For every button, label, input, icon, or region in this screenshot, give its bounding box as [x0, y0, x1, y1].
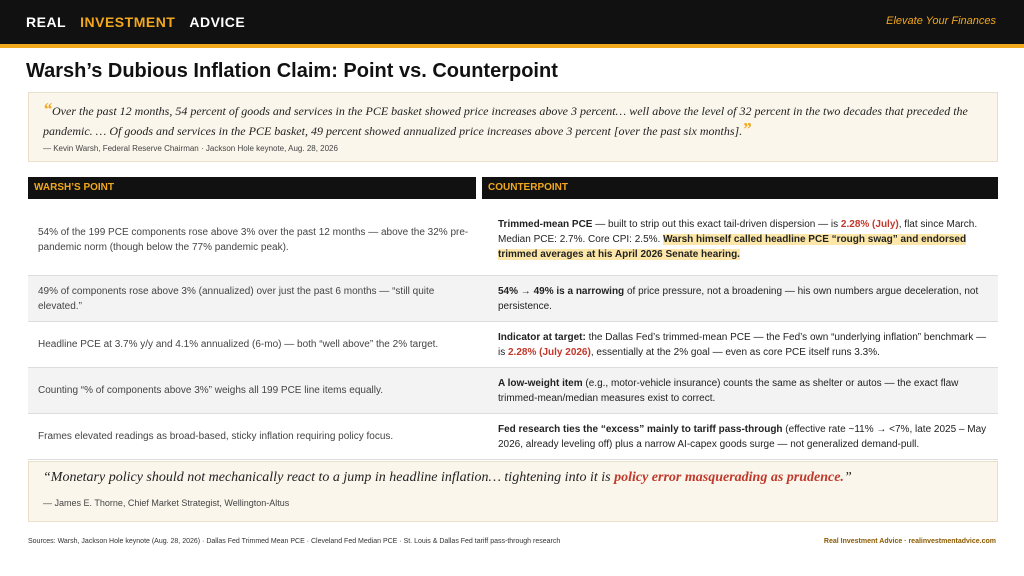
- counterpoint-cell: [498, 368, 990, 413]
- point-cell: Frames elevated readings as broad-based, sticky inflation requiring policy focus.: [38, 431, 394, 442]
- counterpoint-text: the Dallas Fed’s trimmed-mean PCE — the Fed’s own “underlying inflation” benchmark — is: [498, 331, 987, 358]
- counterpoint-lead: Fed research ties the “excess” mainly to tariff pass-through: [498, 423, 783, 435]
- counterpoint-text: — built to strip out this exact tail-driven dispersion — is: [592, 219, 841, 230]
- point-cell: Headline PCE at 3.7% y/y and 4.1% annualized (6-mo) — both “well above” the 2% target.: [38, 339, 439, 350]
- thorne-quote-attribution: — James E. Thorne, Chief Market Strategist, Wellington-Altus: [43, 498, 290, 508]
- column-header-counterpoint: COUNTERPOINT: [482, 177, 998, 199]
- close-quote-mark: ”: [742, 119, 752, 139]
- warsh-quote: [43, 101, 983, 141]
- counterpoint-text: (effective rate ~11% → <7%, late 2025 – May 2026, already leveling off) plus a narrow AI-capex goods surge — not generalized demand-pull.: [498, 423, 987, 450]
- counterpoint-cell: [498, 322, 990, 367]
- counterpoint-figure: 2.28% (July 2026): [508, 346, 591, 358]
- warsh-quote-box: [28, 92, 998, 162]
- comparison-table: [28, 204, 998, 460]
- counterpoint-lead: 54% → 49% is a narrowing: [498, 285, 625, 297]
- footer-brand-link[interactable]: Real Investment Advice · realinvestmentadvice.com: [823, 538, 996, 545]
- brand-word-3: ADVICE: [189, 14, 246, 30]
- counterpoint-lead: Trimmed-mean PCE: [498, 219, 593, 230]
- open-quote-mark: “: [43, 99, 52, 119]
- table-row: [28, 322, 998, 368]
- column-header-point: WARSH’S POINT: [28, 177, 476, 199]
- thorne-quote-emphasis: policy error masquerading as prudence.: [614, 470, 844, 485]
- table-row: [28, 276, 998, 322]
- point-cell: 49% of components rose above 3% (annualized) over just the past 6 months — “still quite elevated.”: [38, 285, 435, 312]
- warsh-quote-text: Over the past 12 months, 54 percent of goods and services in the PCE basket showed price increases above 3 percent… well above the level of 32 percent in the two decades that preceded the pandemic. … Of goods and services in the PCE basket, 49 percent showed annualized price increases above 3 percent [over the past six months].: [43, 104, 968, 138]
- counterpoint-text: , flat since March. Median PCE: 2.7%. Core CPI: 2.5%.: [498, 219, 978, 245]
- brand-logo[interactable]: [26, 14, 245, 30]
- warsh-quote-attribution: — Kevin Warsh, Federal Reserve Chairman · Jackson Hole keynote, Aug. 28, 2026: [43, 144, 338, 153]
- counterpoint-text: (e.g., motor-vehicle insurance) counts the same as shelter or autos — the exact flaw trimmed-mean/median measures exist to correct.: [498, 377, 959, 404]
- counterpoint-text: of price pressure, not a broadening — his own numbers argue deceleration, not persistence.: [498, 285, 979, 312]
- counterpoint-figure: 2.28% (July): [840, 219, 899, 230]
- point-cell: Counting “% of components above 3%” weighs all 199 PCE line items equally.: [38, 385, 383, 396]
- thorne-quote: [43, 470, 983, 486]
- brand-word-2: INVESTMENT: [80, 14, 176, 30]
- thorne-quote-close: ”: [843, 470, 852, 485]
- counterpoint-lead: A low-weight item: [498, 377, 583, 389]
- counterpoint-cell: [498, 276, 990, 321]
- accent-divider: [0, 44, 1024, 48]
- thorne-quote-box: [28, 461, 998, 522]
- table-row: [28, 414, 998, 460]
- counterpoint-cell: [498, 414, 990, 459]
- tagline: Elevate Your Finances: [886, 15, 996, 27]
- page-title: Warsh’s Dubious Inflation Claim: Point vs. Counterpoint: [26, 60, 558, 82]
- sources-note: Sources: Warsh, Jackson Hole keynote (Aug. 28, 2026) · Dallas Fed Trimmed Mean PCE · Cleveland Fed Median PCE · St. Louis & Dallas Fed tariff pass-through research: [28, 538, 561, 545]
- thorne-quote-text: “Monetary policy should not mechanically react to a jump in headline inflation… tightening into it is: [43, 470, 615, 485]
- counterpoint-lead: Indicator at target:: [498, 331, 586, 343]
- counterpoint-cell: [498, 204, 990, 275]
- table-row: [28, 368, 998, 414]
- header-bar: [0, 0, 1024, 44]
- counterpoint-text: , essentially at the 2% goal — even as core PCE itself runs 3.3%.: [590, 346, 880, 358]
- counterpoint-highlight: Warsh himself called headline PCE “rough swag” and endorsed trimmed averages at his April 2026 Senate hearing.: [498, 234, 967, 260]
- table-row: [28, 204, 998, 276]
- brand-word-1: REAL: [26, 14, 67, 30]
- point-cell: 54% of the 199 PCE components rose above 3% over the past 12 months — above the 32% pre-pandemic norm (though below the 77% pandemic peak).: [38, 226, 469, 253]
